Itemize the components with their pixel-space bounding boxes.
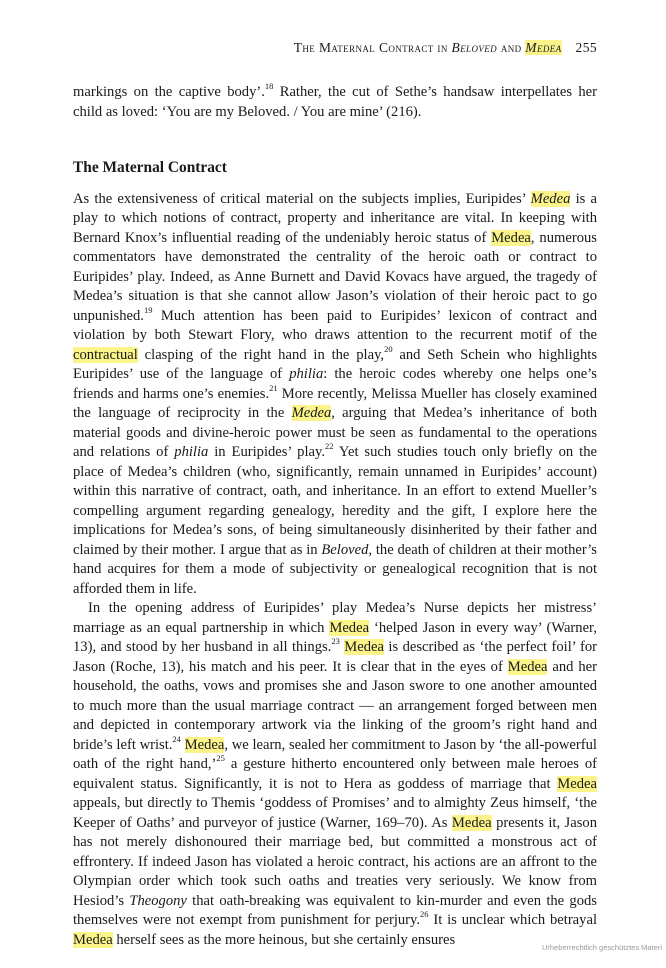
- highlight[interactable]: Medea: [507, 658, 548, 675]
- header-title-and: and: [497, 40, 526, 55]
- text: clasping of the right hand in the play,: [137, 346, 385, 363]
- running-header: [0, 40, 597, 56]
- italic-title: Beloved: [321, 541, 369, 558]
- text: appeals, but directly to Themis ‘goddess of Promises’ and to almighty Zeus himself, ‘the Keeper of Oaths’ and purveyor of justice (Warner, 169–70). As: [73, 795, 597, 831]
- header-title-medea: Medea: [525, 40, 562, 55]
- text: markings on the captive body’.: [73, 84, 265, 100]
- footnote-ref[interactable]: 20: [384, 343, 393, 354]
- section-heading: The Maternal Contract: [73, 159, 227, 176]
- footnote-ref[interactable]: 22: [325, 441, 334, 452]
- text: herself sees as the more heinous, but she certainly ensures: [112, 931, 456, 948]
- text: a gesture hitherto encountered only between male heroes of equivalent status. Significantly, it is not to Hera as goddess of marriage that: [73, 756, 597, 792]
- text: is a play to which notions of contract, property and inheritance are vital. In keeping with Bernard Knox’s influential reading of the undeniably heroic status of: [73, 190, 597, 246]
- footnote-ref[interactable]: 21: [269, 382, 278, 393]
- text: ‘helped Jason in every way’ (Warner, 13), and stood by her husband in all things.: [73, 619, 597, 655]
- paragraph: [73, 83, 597, 122]
- text: and her household, the oaths, vows and promises she and Jason swore to one another amounted to much more than the usual marriage contract — an arrangement forged between men and depicted in contemporary artwork via the linking of the groom’s right hand and bride’s left wrist.: [73, 658, 597, 753]
- footnote-ref[interactable]: 26: [420, 909, 429, 920]
- highlight[interactable]: Medea: [344, 639, 384, 655]
- highlight[interactable]: Medea: [329, 619, 370, 636]
- text: , we learn, sealed her commitment to Jason by ‘the all-powerful oath of the right hand,’: [73, 736, 597, 772]
- footnote-ref[interactable]: 23: [331, 636, 340, 647]
- text: It is unclear which betrayal: [428, 912, 597, 928]
- paragraph: [73, 190, 597, 600]
- text: , numerous commentators have demonstrated the centrality of the heroic oath or contract to Euripides’ play. Indeed, as Anne Burnett and David Kovacs have argued, the tragedy of Medea’s situation is that she cannot allow Jason’s violation of their heroic pact to go unpunished.: [73, 229, 597, 324]
- italic-term: philia: [174, 444, 209, 460]
- page-number: 255: [575, 40, 597, 55]
- highlight[interactable]: Medea: [73, 931, 113, 948]
- text: , arguing that Medea’s inheritance of both material goods and divine-heroic power must be seen as fundamental to the operations and relations of: [73, 405, 598, 460]
- highlight[interactable]: Medea: [530, 190, 571, 207]
- text: Rather, the cut of Sethe’s handsaw interpellates her child as loved: ‘You are my Beloved. / You are mine’ (216).: [73, 84, 597, 120]
- body-text: [73, 83, 597, 950]
- highlight[interactable]: Medea: [557, 775, 597, 792]
- text: , the death of children at their mother’s hand acquires for them a mode of subjectivity or genealogical recognition that is not afforded them in life.: [73, 541, 597, 597]
- italic-title: Theogony: [129, 892, 187, 909]
- highlight[interactable]: Medea: [291, 405, 332, 421]
- text: that oath-breaking was equivalent to kin-murder and even the gods themselves were not exempt from punishment for perjury.: [73, 892, 597, 928]
- footnote-ref[interactable]: 19: [143, 304, 153, 315]
- text: presents it, Jason has not merely dishonoured their marriage bed, but committed a monstrous act of effrontery. If indeed Jason has violated a heroic contract, his actions are an affront to the Olympian order which took such oaths and treaties very seriously. We know from Hesiod’s: [73, 814, 597, 909]
- text: As the extensiveness of critical material on the subjects implies, Euripides’: [73, 190, 531, 207]
- highlight[interactable]: Medea: [184, 736, 225, 753]
- text: is described as ‘the perfect foil’ for Jason (Roche, 13), his match and his peer. It is clear that in the eyes of: [73, 639, 598, 675]
- text: : the heroic codes whereby one helps one’s friends and harms one’s enemies.: [73, 366, 597, 402]
- header-title-lead: The Maternal Contract in: [293, 40, 452, 55]
- text: Much attention has been paid to Euripides’ lexicon of contract and violation by both Stewart Flory, who draws attention to the recurrent motif of the: [73, 307, 597, 343]
- header-title-beloved: Beloved: [451, 40, 498, 55]
- text: More recently, Melissa Mueller has closely examined the language of reciprocity in the: [73, 385, 597, 421]
- footnote-ref[interactable]: 18: [264, 81, 274, 92]
- copyright-watermark: Urheberrechtlich geschütztes Materi: [541, 943, 662, 952]
- highlight[interactable]: Medea: [491, 229, 531, 246]
- text: in Euripides’ play.: [208, 444, 325, 460]
- italic-term: philia: [289, 366, 324, 382]
- text: and Seth Schein who highlights Euripides’ use of the language of: [73, 346, 598, 382]
- text: In the opening address of Euripides’ play Medea’s Nurse depicts her mistress’ marriage as an equal partnership in which: [73, 600, 597, 636]
- paragraph: [73, 599, 597, 950]
- highlight[interactable]: Medea: [451, 814, 492, 831]
- footnote-ref[interactable]: 24: [172, 733, 181, 744]
- text: Yet such studies touch only briefly on the place of Medea’s children (who, significantly, remain unnamed in Euripides’ account) within this narrative of contract, oath, and inheritance. In an effort to extend Mueller’s compelling argument regarding genealogy, heredity and the gift, I explore here the implications for Medea’s sons, of being simultaneously disinherited by their father and claimed by their mother. I argue that as in: [73, 444, 597, 558]
- footnote-ref[interactable]: 25: [216, 753, 225, 764]
- highlight[interactable]: contractual: [73, 346, 138, 363]
